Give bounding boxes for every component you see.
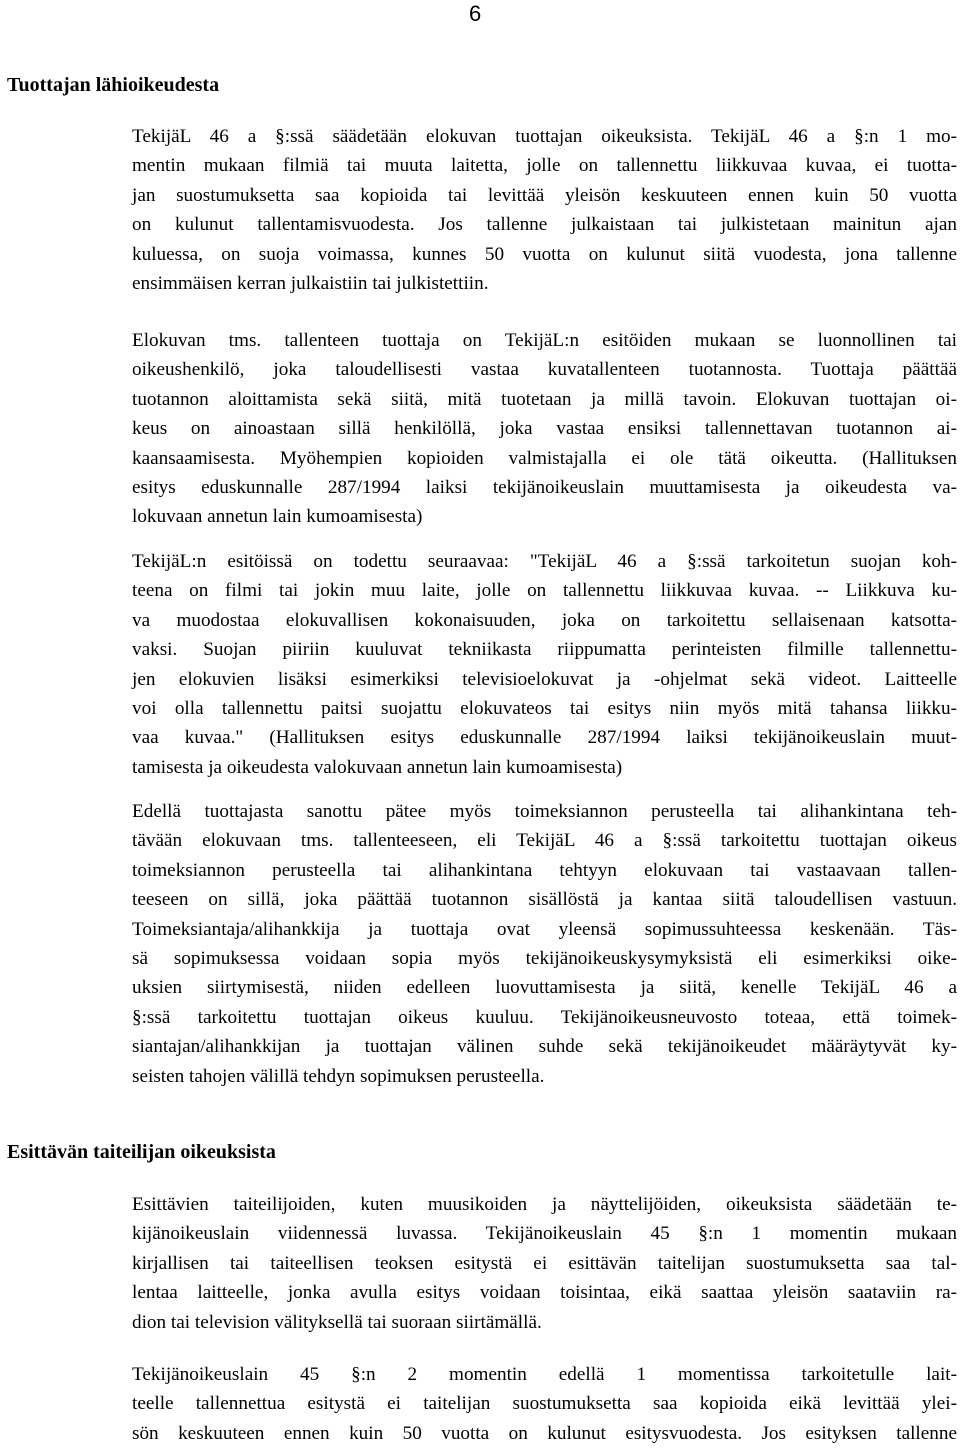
text-line: lokuvaan annetun lain kumoamisesta) xyxy=(132,506,423,528)
text-line: jen elokuvien lisäksi esimerkiksi televisioelokuvat ja -ohjelmat sekä videot. Laitteelle xyxy=(132,668,957,690)
text-line: uksien siirtymisestä, niiden edelleen luovuttamisesta ja siitä, kenelle TekijäL 46 a xyxy=(132,977,957,999)
text-line: seisten tahojen välillä tehdyn sopimuksen perusteella. xyxy=(132,1065,545,1087)
text-line: Esittävien taiteilijoiden, kuten muusikoiden ja näyttelijöiden, oikeuksista säädetään te- xyxy=(132,1194,957,1215)
text-line: vaa kuvaa." (Hallituksen esitys eduskunnalle 287/1994 laiksi tekijänoikeuslain muut- xyxy=(132,727,957,749)
paragraph-preparatory-works-quote xyxy=(132,547,957,782)
text-line: sä sopimuksessa voidaan sopia myös tekijänoikeuskysymyksistä eli esimerkiksi oike- xyxy=(132,948,957,970)
text-line: tuotannon aloittamista sekä siitä, mitä tuotetaan ja millä tavoin. Elokuvan tuottajan oi- xyxy=(132,388,957,410)
text-line: teeseen on sillä, joka päättää tuotannon sisällöstä ja kantaa siitä taloudellisen vastuun. xyxy=(132,889,957,911)
text-line: va muodostaa elokuvallisen kokonaisuuden, joka on tarkoitettu sellaisenaan katsotta- xyxy=(132,609,957,631)
text-line: lentaa laitteelle, jonka avulla esitys voidaan toisintaa, eikä saattaa yleisön saataviin ra- xyxy=(132,1282,957,1304)
paragraph-performer-rights-intro xyxy=(132,1190,957,1337)
text-line: ensimmäisen kerran julkaistiin tai julkistettiin. xyxy=(132,273,489,295)
text-line: teena on filmi tai jokin muu laite, jolle on tallennettu liikkuvaa kuvaa. -- Liikkuva ku- xyxy=(132,580,957,602)
page-number: 6 xyxy=(469,1,482,26)
text-line: kijänoikeuslain viidennessä luvassa. Tekijänoikeuslain 45 §:n 1 momentin mukaan xyxy=(132,1223,957,1245)
section-heading-performer-rights: Esittävän taiteilijan oikeuksista xyxy=(7,1141,276,1163)
text-line: mentin mukaan filmiä tai muuta laitetta, jolle on tallennettu liikkuvaa kuvaa, ei tuotta- xyxy=(132,155,957,177)
text-line: kaansaamisesta. Myöhempien kopioiden valmistajalla ei ole tätä oikeutta. (Hallituksen xyxy=(132,447,957,469)
text-line: jan suostumuksetta saa kopioida tai levittää yleisön keskuuteen ennen kuin 50 vuotta xyxy=(132,184,957,206)
text-line: Tekijänoikeuslain 45 §:n 2 momentin edellä 1 momentissa tarkoitetulle lait- xyxy=(132,1364,957,1385)
paragraph-producer-rights-intro xyxy=(132,122,957,298)
text-line: teelle tallennettua esitystä ei taitelijan suostumuksetta saa kopioida eikä levittää ylei- xyxy=(132,1393,957,1415)
text-line: vaksi. Suojan piiriin kuuluvat tekniikasta riippumatta perinteisten filmille tallennettu- xyxy=(132,639,957,661)
text-line: dion tai television välityksellä tai suoraan siirtämällä. xyxy=(132,1311,542,1333)
text-line: §:ssä tarkoitettu tuottajan oikeus kuuluu. Tekijänoikeusneuvosto toteaa, että toimek- xyxy=(132,1006,957,1028)
text-line: TekijäL 46 a §:ssä säädetään elokuvan tuottajan oikeuksista. TekijäL 46 a §:n 1 mo- xyxy=(132,126,957,147)
text-line: tamisesta ja oikeudesta valokuvaan annetun lain kumoamisesta) xyxy=(132,756,623,778)
text-line: Toimeksiantaja/alihankkija ja tuottaja ovat yleensä sopimussuhteessa keskenään. Täs- xyxy=(132,918,957,940)
text-line: Elokuvan tms. tallenteen tuottaja on TekijäL:n esitöiden mukaan se luonnollinen tai xyxy=(132,330,957,351)
text-line: esitys eduskunnalle 287/1994 laiksi tekijänoikeuslain muuttamisesta ja oikeudesta va- xyxy=(132,477,957,499)
text-line: on kulunut tallentamisvuodesta. Jos tallenne julkaistaan tai julkistetaan mainitun ajan xyxy=(132,214,957,236)
text-line: Edellä tuottajasta sanottu pätee myös toimeksiannon perusteella tai alihankintana teh- xyxy=(132,801,957,822)
text-line: keus on ainoastaan sillä henkilöllä, joka vastaa ensiksi tallennettavan tuotannon ai- xyxy=(132,418,957,440)
text-line: sön keskuuteen ennen kuin 50 vuotta on kulunut esitysvuodesta. Jos esityksen tallenne xyxy=(132,1422,957,1444)
text-line: siantajan/alihankkijan ja tuottajan välinen suhde sekä tekijänoikeudet määräytyvät ky- xyxy=(132,1036,957,1058)
text-line: oikeushenkilö, joka taloudellisesti vastaa kuvatallenteen tuotannosta. Tuottaja päättää xyxy=(132,359,957,381)
paragraph-commissioned-production xyxy=(132,797,957,1091)
text-line: tävään elokuvaan tms. tallenteeseen, eli TekijäL 46 a §:ssä tarkoitettu tuottajan oikeus xyxy=(132,830,957,852)
text-line: TekijäL:n esitöissä on todettu seuraavaa: "TekijäL 46 a §:ssä tarkoitetun suojan koh- xyxy=(132,551,957,572)
paragraph-performer-rights-duration xyxy=(132,1360,957,1448)
text-line: voi olla tallennettu paitsi suojattu elokuvateos tai esitys niin myös mitä tahansa liikku- xyxy=(132,698,957,720)
paragraph-producer-definition xyxy=(132,326,957,532)
text-line: kuluessa, on suoja voimassa, kunnes 50 vuotta on kulunut siitä vuodesta, jona tallenne xyxy=(132,243,957,265)
text-line: toimeksiannon perusteella tai alihankintana tehtyyn elokuvaan tai vastaavaan tallen- xyxy=(132,859,957,881)
text-line: kirjallisen tai taiteellisen teoksen esitystä ei esittävän taitelijan suostumuksetta saa tal- xyxy=(132,1252,957,1274)
section-heading-producer-rights: Tuottajan lähioikeudesta xyxy=(7,74,220,96)
